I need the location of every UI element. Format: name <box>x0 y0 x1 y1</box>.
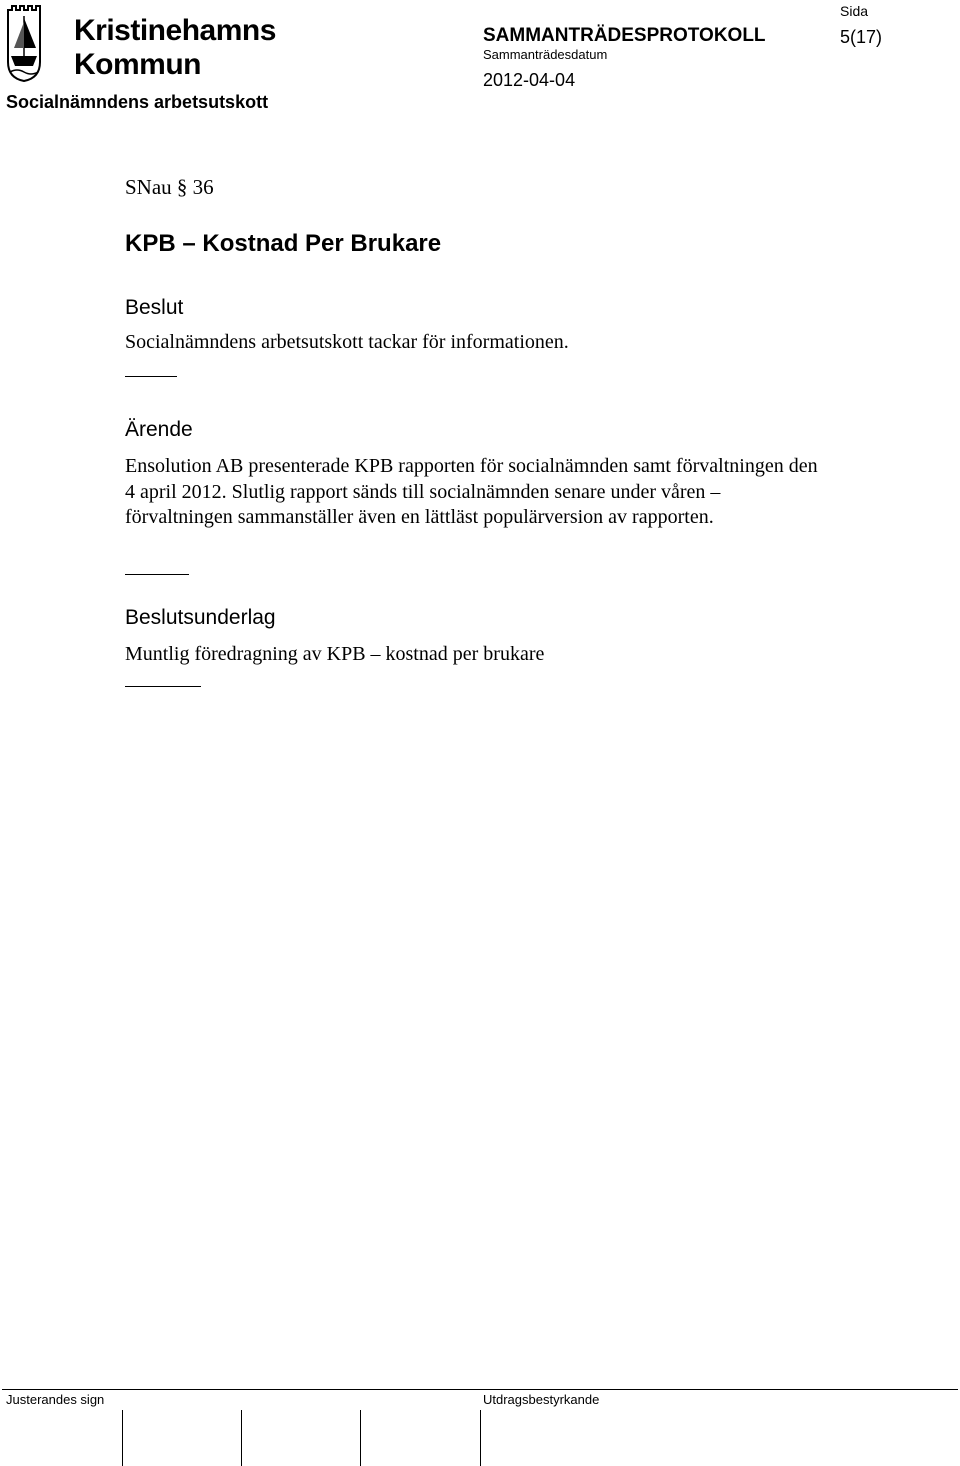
utdragsbestyrkande-label: Utdragsbestyrkande <box>483 1392 600 1407</box>
document-type: SAMMANTRÄDESPROTOKOLL <box>483 25 766 46</box>
signature-box-divider <box>480 1410 481 1466</box>
arende-text: Ensolution AB presenterade KPB rapporten för socialnämnden samt förvaltningen den 4 april 2012. Slutlig rapport sänds till socialnämnden senare under våren – förvaltningen sammanställer även en lättläst populärversion av rapporten. <box>125 455 818 528</box>
coat-of-arms-ship-icon <box>6 2 42 82</box>
beslut-heading: Beslut <box>125 296 184 319</box>
page-label: Sida <box>840 3 869 19</box>
signature-box-divider <box>360 1410 361 1466</box>
signature-box-divider <box>122 1410 123 1466</box>
footer-divider <box>2 1389 958 1390</box>
brand-name-line2: Kommun <box>74 48 201 81</box>
date-value: 2012-04-04 <box>483 70 576 90</box>
separator-line <box>125 686 201 687</box>
arende-heading: Ärende <box>125 418 193 441</box>
page-title: KPB – Kostnad Per Brukare <box>125 230 442 257</box>
date-label: Sammanträdesdatum <box>483 47 608 62</box>
brand-name-line1: Kristinehamns <box>74 14 276 47</box>
committee-name: Socialnämndens arbetsutskott <box>6 92 269 112</box>
paragraph-number: SNau § 36 <box>125 175 214 199</box>
beslutsunderlag-heading: Beslutsunderlag <box>125 606 276 629</box>
separator-line <box>125 574 189 575</box>
beslut-text: Socialnämndens arbetsutskott tackar för informationen. <box>125 331 569 353</box>
justerandes-sign-label: Justerandes sign <box>6 1392 105 1407</box>
page-number: 5(17) <box>840 27 883 47</box>
separator-line <box>125 376 177 377</box>
signature-box-divider <box>241 1410 242 1466</box>
beslutsunderlag-text: Muntlig föredragning av KPB – kostnad per brukare <box>125 643 545 665</box>
